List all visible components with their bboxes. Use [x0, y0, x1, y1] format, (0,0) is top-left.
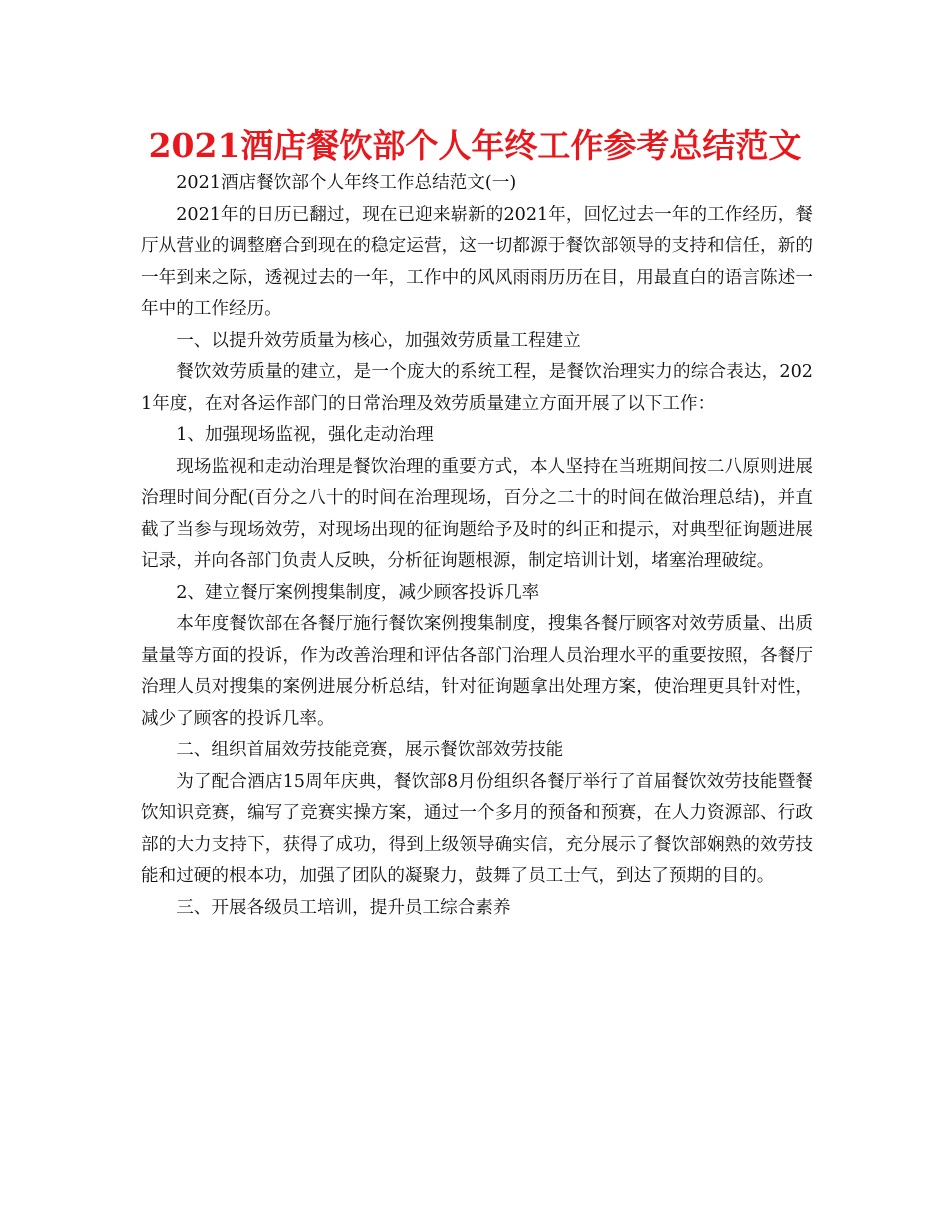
section-1-paragraph: 餐饮效劳质量的建立，是一个庞大的系统工程，是餐饮治理实力的综合表达，2021年度，在对各运作部门的日常治理及效劳质量建立方面开展了以下工作：: [141, 362, 813, 414]
subsection-1-1-paragraph: 现场监视和走动治理是餐饮治理的重要方式，本人坚持在当班期间按二八原则进展治理时间分配(百分之八十的时间在治理现场，百分之二十的时间在做治理总结)，并直截了当参与现场效劳，对现场出现的征询题给予及时的纠正和提示，对典型征询题进展记录，并向各部门负责人反映，分析征询题根源，制定培训计划，堵塞治理破绽。: [141, 456, 813, 571]
subtitle-paragraph: 2021酒店餐饮部个人年终工作总结范文(一): [176, 173, 517, 193]
subsection-heading-1-1: 1、加强现场监视，强化走动治理: [176, 425, 434, 445]
subsection-heading-1-2: 2、建立餐厅案例搜集制度，减少顾客投诉几率: [176, 582, 540, 603]
section-heading-1: 一、以提升效劳质量为核心，加强效劳质量工程建立: [176, 330, 581, 351]
section-2-paragraph: 为了配合酒店15周年庆典，餐饮部8月份组织各餐厅举行了首届餐饮效劳技能暨餐饮知识竞赛，编写了竞赛实操方案，通过一个多月的预备和预赛，在人力资源部、行政部的大力支持下，获得了成功，得到上级领导确实信，充分展示了餐饮部娴熟的效劳技能和过硬的根本功，加强了团队的凝聚力，鼓舞了员工士气，到达了预期的目的。: [141, 771, 813, 886]
section-heading-2: 二、组织首届效劳技能竞赛，展示餐饮部效劳技能: [176, 740, 564, 760]
document-body: [141, 168, 813, 924]
document-title: 2021酒店餐饮部个人年终工作参考总结范文: [148, 126, 802, 165]
subsection-1-2-paragraph: 本年度餐饮部在各餐厅施行餐饮案例搜集制度，搜集各餐厅顾客对效劳质量、出质量量等方面的投诉，作为改善治理和评估各部门治理人员治理水平的重要按照，各餐厅治理人员对搜集的案例进展分析总结，针对征询题拿出处理方案，使治理更具针对性，减少了顾客的投诉几率。: [141, 614, 813, 729]
intro-paragraph: 2021年的日历已翻过，现在已迎来崭新的2021年，回忆过去一年的工作经历，餐厅从营业的调整磨合到现在的稳定运营，这一切都源于餐饮部领导的支持和信任，新的一年到来之际，透视过去的一年，工作中的风风雨雨历历在目，用最直白的语言陈述一年中的工作经历。: [141, 204, 813, 319]
section-heading-3: 三、开展各级员工培训，提升员工综合素养: [176, 897, 511, 918]
